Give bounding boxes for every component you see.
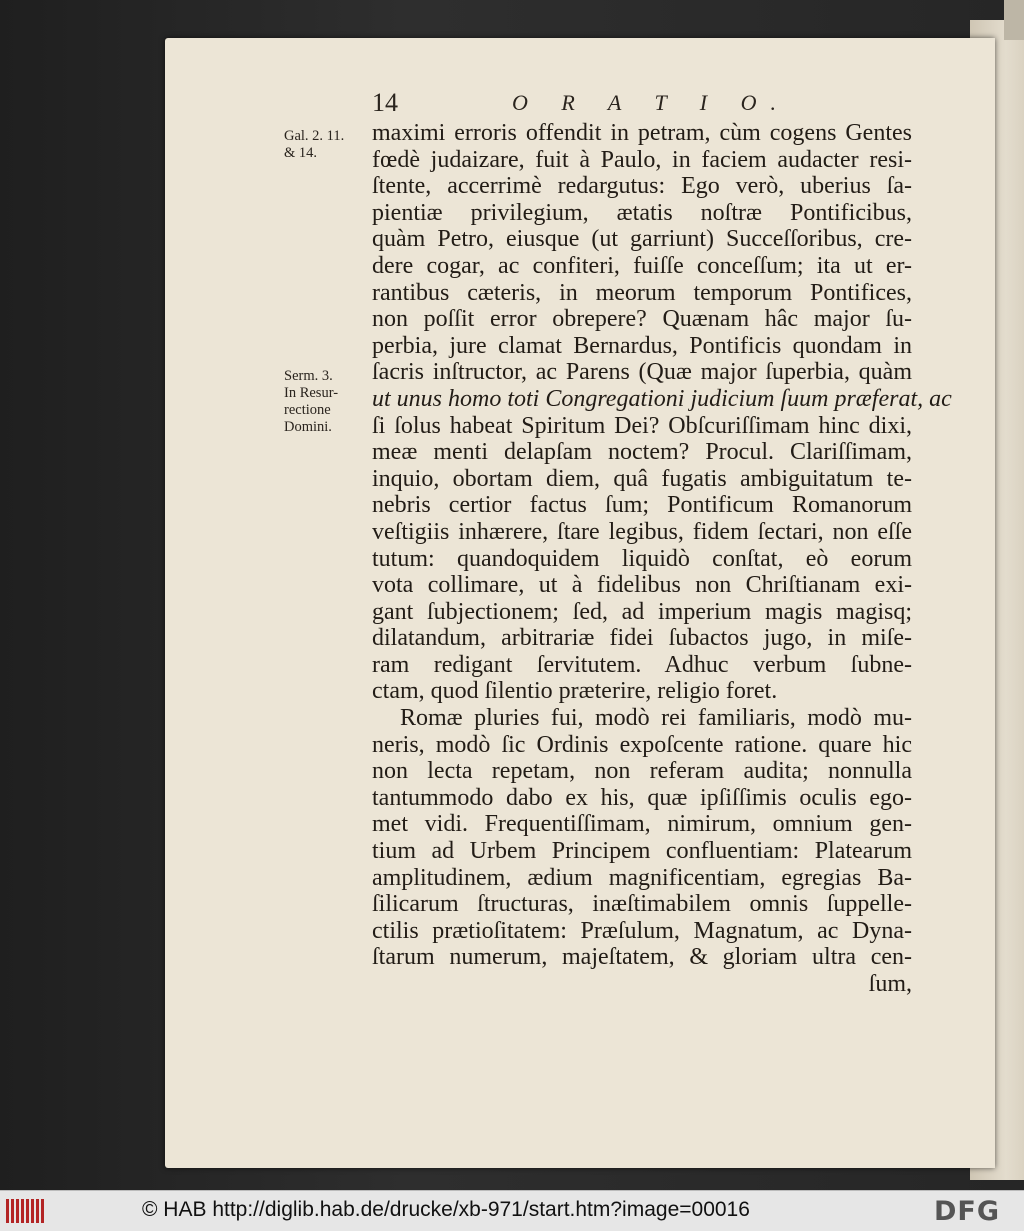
text-line: gant ſubjectionem; ſed, ad imperium magis magisq;	[372, 598, 912, 625]
text-line: non lecta repetam, non referam audita; nonnulla	[372, 758, 912, 785]
page-header	[372, 88, 792, 118]
text-line: Romæ pluries fui, modò rei familiaris, modò mu-	[400, 705, 912, 732]
text-line: ſilicarum ſtructuras, inæſtimabilem omnis ſuppelle-	[372, 891, 912, 918]
margin-note-galatians: Gal. 2. 11. & 14.	[284, 128, 345, 161]
page-strip	[1004, 0, 1024, 40]
text-line: maximi erroris offendit in petram, cùm cogens Gentes	[372, 120, 912, 146]
text-line: ctilis prætioſitatem: Præſulum, Magnatum, ac Dyna-	[372, 917, 912, 944]
text-line: quàm Petro, eiusque (ut garriunt) Succeſſoribus, cre-	[372, 226, 912, 253]
margin-note-sermon: Serm. 3. In Resur- rectione Domini.	[284, 368, 339, 435]
text-line: non poſſit error obrepere? Quænam hâc major ſu-	[372, 306, 912, 333]
text-line: ut unus homo toti Congregationi judicium ſuum præferat, ac	[372, 385, 952, 412]
text-line: dilatandum, arbitrariæ fidei ſubactos jugo, in miſe-	[372, 625, 912, 652]
text-line: rantibus cæteris, in meorum temporum Pontifices,	[372, 279, 912, 306]
text-line: tantummodo dabo ex his, quæ ipſiſſimis oculis ego-	[372, 784, 912, 811]
page-number: 14	[372, 88, 398, 117]
text-line: tium ad Urbem Principem confluentiam: Platearum	[372, 838, 912, 865]
text-line: ſtente, accerrimè redargutus: Ego verò, uberius ſa-	[372, 173, 912, 200]
text-line: meæ menti delapſam noctem? Procul. Clariſſimam,	[372, 439, 912, 466]
text-line: ram redigant ſervitutem. Adhuc verbum ſubne-	[372, 651, 912, 678]
hab-logo-icon[interactable]	[6, 1199, 46, 1223]
text-line: amplitudinem, ædium magnificentiam, egregias Ba-	[372, 864, 912, 891]
text-line: dere cogar, ac confiteri, fuiſſe conceſſum; ita ut er-	[372, 252, 912, 279]
text-line: perbia, jure clamat Bernardus, Pontificis quondam in	[372, 332, 912, 359]
body-text	[372, 120, 952, 998]
text-line: met vidi. Frequentiſſimam, nimirum, omnium gen-	[372, 811, 912, 838]
footer-bar	[0, 1190, 1024, 1231]
dfg-logo[interactable]: DFG	[934, 1196, 1001, 1227]
text-line: pientiæ privilegium, ætatis noſtræ Pontificibus,	[372, 199, 912, 226]
copyright-url[interactable]: © HAB http://diglib.hab.de/drucke/xb-971/start.htm?image=00016	[142, 1198, 750, 1221]
text-line: vota collimare, ut à fidelibus non Chriſtianam exi-	[372, 572, 912, 599]
text-line: nebris certior factus ſum; Pontificum Romanorum	[372, 492, 912, 519]
text-line: inquio, obortam diem, quâ fugatis ambiguitatum te-	[372, 465, 912, 492]
running-head: O R A T I O.	[512, 90, 791, 115]
text-line: tutum: quandoquidem liquidò conſtat, eò eorum	[372, 545, 912, 572]
text-line: neris, modò ſic Ordinis expoſcente ratione. quare hic	[372, 731, 912, 758]
text-line: ſi ſolus habeat Spiritum Dei? Obſcuriſſimam hinc dixi,	[372, 412, 912, 439]
text-line: ſacris inſtructor, ac Parens (Quæ major ſuperbia, quàm	[372, 359, 912, 386]
text-line: fœdè judaizare, fuit à Paulo, in faciem audacter resi-	[372, 146, 912, 173]
text-line: ctam, quod ſilentio præterire, religio foret.	[372, 678, 778, 705]
text-line: ſtarum numerum, majeſtatem, & gloriam ultra cen-	[372, 944, 912, 971]
text-line: veſtigiis inhærere, ſtare legibus, fidem ſectari, non eſſe	[372, 518, 912, 545]
catchword: ſum,	[868, 971, 912, 997]
